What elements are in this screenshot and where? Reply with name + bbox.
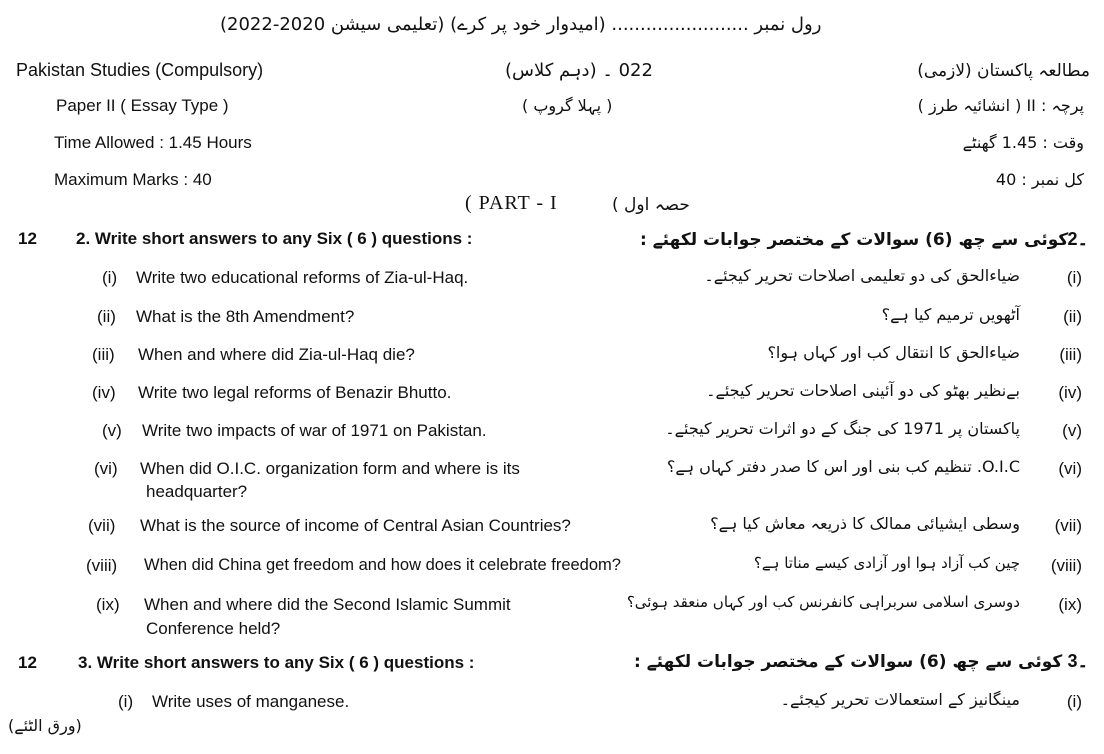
section-question-urdu: کوئی سے چھ (6) سوالات کے مختصر جوابات لکھئے :: [634, 652, 1063, 672]
question-text-urdu: مینگانیز کے استعمالات تحریر کیجئے۔: [780, 690, 1020, 709]
question-number-urdu: (ii): [1063, 307, 1082, 326]
question-text-english-continued: headquarter?: [146, 482, 248, 501]
question-number: (vii): [88, 516, 116, 535]
class-code: 022 ۔ (دہم کلاس): [505, 60, 653, 81]
question-text-urdu: O.I.C. تنظیم کب بنی اور اس کا صدر دفتر کہاں ہے؟: [666, 457, 1020, 476]
turn-over-note: (ورق الٹئے): [8, 716, 82, 735]
question-text-urdu: ضیاءالحق کی دو تعلیمی اصلاحات تحریر کیجئے۔: [704, 266, 1020, 285]
question-text-english: Write two educational reforms of Zia-ul-Haq.: [136, 268, 469, 287]
question-number: (i): [118, 692, 134, 711]
question-number: (vi): [94, 459, 118, 478]
question-number-urdu: (iii): [1059, 345, 1082, 364]
question-text-english: What is the source of income of Central Asian Countries?: [140, 516, 571, 535]
question-text-urdu: بےنظیر بھٹو کی دو آئینی اصلاحات تحریر کیجئے۔: [706, 381, 1020, 400]
time-english: Time Allowed : 1.45 Hours: [54, 133, 252, 152]
paper-urdu: پرچہ : II ( انشائیہ طرز ): [917, 96, 1084, 115]
question-text-urdu: ضیاءالحق کا انتقال کب اور کہاں ہوا؟: [767, 343, 1020, 362]
section-number-urdu: 2۔: [1067, 229, 1088, 249]
paper-english: Paper II ( Essay Type ): [56, 96, 229, 115]
question-number-urdu: (vii): [1054, 516, 1082, 535]
question-number-urdu: (i): [1066, 268, 1082, 287]
question-number: (i): [102, 268, 118, 287]
section-marks: 12: [18, 229, 37, 248]
question-text-english: Write uses of manganese.: [152, 692, 350, 711]
question-number: (ii): [97, 307, 116, 326]
question-number-urdu: (viii): [1050, 556, 1082, 575]
question-text-english: When did O.I.C. organization form and where is its: [140, 459, 520, 478]
question-number-urdu: (iv): [1058, 383, 1082, 402]
marks-urdu: کل نمبر : 40: [995, 170, 1084, 189]
section-number-urdu: 3۔: [1067, 651, 1088, 671]
subject-urdu: مطالعہ پاکستان (لازمی): [917, 61, 1090, 81]
question-number-urdu: (vi): [1058, 459, 1082, 478]
question-text-english-continued: Conference held?: [146, 619, 281, 638]
part-label-urdu: حصہ اول ): [612, 195, 690, 215]
question-text-urdu: وسطی ایشیائی ممالک کا ذریعہ معاش کیا ہے؟: [710, 514, 1020, 533]
question-number: (viii): [86, 556, 118, 575]
subject-english: Pakistan Studies (Compulsory): [16, 60, 264, 80]
question-number: (iv): [92, 383, 116, 402]
question-number: (ix): [96, 595, 120, 614]
section-question-english: 3. Write short answers to any Six ( 6 ) questions :: [78, 653, 475, 672]
question-text-english: Write two impacts of war of 1971 on Pakistan.: [142, 421, 487, 440]
question-text-english: What is the 8th Amendment?: [136, 307, 355, 326]
question-number-urdu: (ix): [1058, 595, 1082, 614]
question-number-urdu: (i): [1066, 692, 1082, 711]
question-number: (v): [102, 421, 122, 440]
question-number-urdu: (v): [1062, 421, 1082, 440]
time-urdu: وقت : 1.45 گھنٹے: [962, 133, 1084, 152]
question-text-english: When and where did the Second Islamic Summit: [144, 595, 511, 614]
part-label: ( PART - I: [465, 192, 558, 214]
question-text-urdu: چین کب آزاد ہوا اور آزادی کیسے مناتا ہے؟: [753, 554, 1020, 572]
question-text-urdu: دوسری اسلامی سربراہی کانفرنس کب اور کہاں منعقد ہوئی؟: [626, 593, 1020, 611]
question-text-urdu: پاکستان پر 1971 کی جنگ کے دو اثرات تحریر کیجئے۔: [665, 419, 1020, 438]
section-question-urdu: کوئی سے چھ (6) سوالات کے مختصر جوابات لکھئے :: [640, 230, 1069, 250]
section-question-english: 2. Write short answers to any Six ( 6 ) questions :: [76, 229, 473, 248]
section-marks: 12: [18, 653, 37, 672]
question-text-english: When did China get freedom and how does it celebrate freedom?: [144, 556, 621, 574]
roll-number-line: رول نمبر ........................ (امیدوار خود پر کرے) (تعلیمی سیشن 2020-2022): [220, 14, 822, 35]
question-number: (iii): [92, 345, 115, 364]
question-text-english: Write two legal reforms of Benazir Bhutto.: [138, 383, 452, 402]
question-text-urdu: آٹھویں ترمیم کیا ہے؟: [881, 305, 1020, 324]
question-text-english: When and where did Zia-ul-Haq die?: [138, 345, 415, 364]
marks-english: Maximum Marks : 40: [54, 170, 212, 189]
group-urdu: ( پہلا گروپ ): [522, 96, 613, 115]
